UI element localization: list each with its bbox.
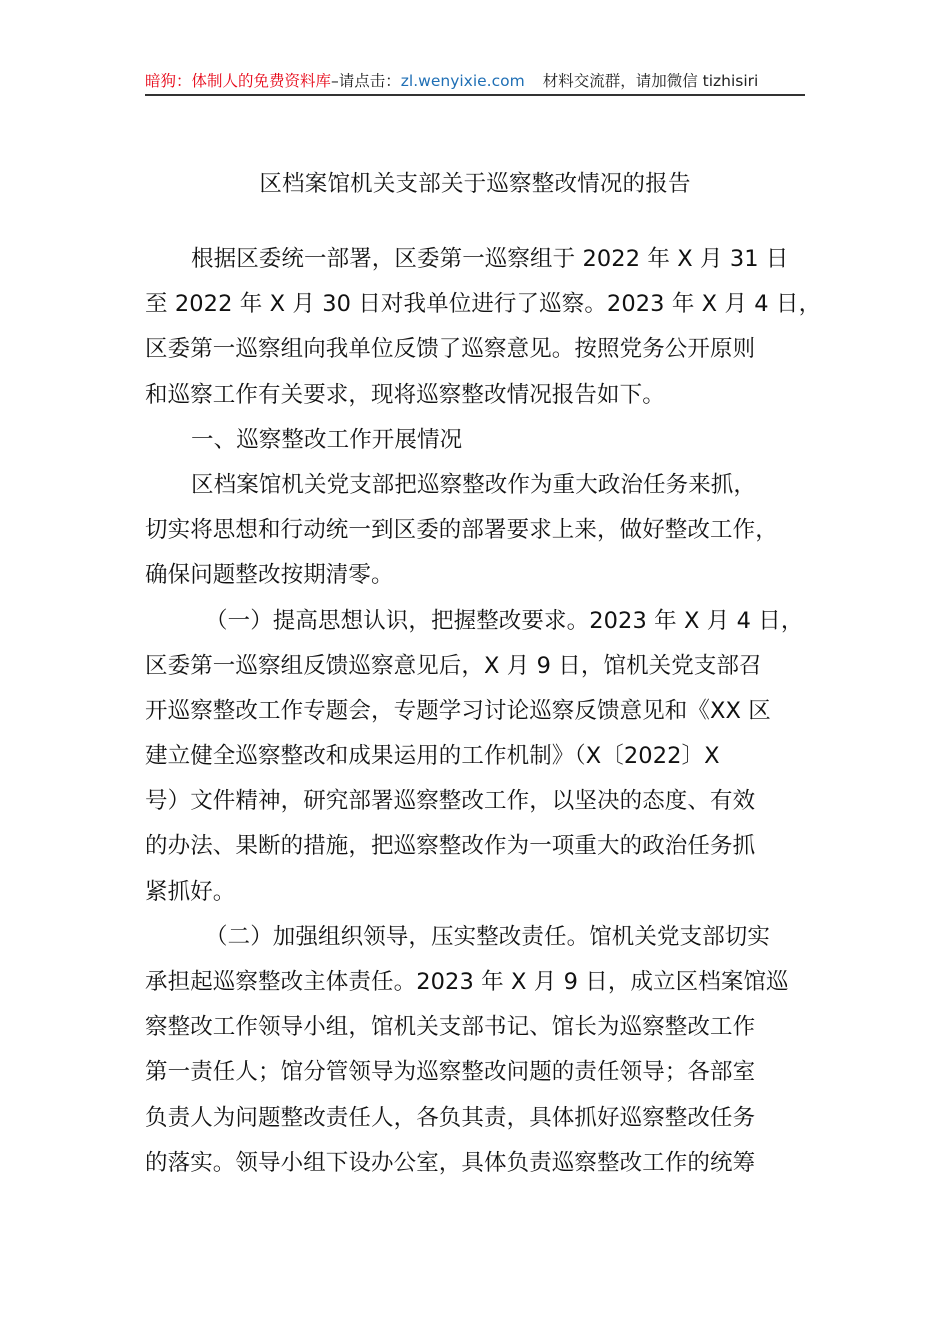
text-line: 紧抓好。 [145,878,236,905]
section-heading: 一、巡察整改工作开展情况 [191,426,463,453]
header-link[interactable]: zl.wenyixie.com [400,72,525,90]
document-title: 区档案馆机关支部关于巡察整改情况的报告 [259,171,691,197]
header-prompt: –请点击： [331,72,401,90]
header-brand: 暗狗：体制人的免费资料库 [145,72,332,90]
text-line: 开巡察整改工作专题会，专题学习讨论巡察反馈意见和《XX 区 [145,697,771,724]
watermark-header [145,66,805,96]
text-line: 区委第一巡察组向我单位反馈了巡察意见。按照党务公开原则 [145,336,756,363]
subsection-heading: （二）加强组织领导，压实整改责任。馆机关党支部切实 [205,923,771,950]
text-line: 的落实。领导小组下设办公室，具体负责巡察整改工作的统筹 [145,1149,756,1176]
text-line: 负责人为问题整改责任人，各负其责，具体抓好巡察整改任务 [145,1104,756,1131]
text-line: 承担起巡察整改主体责任。2023 年 X 月 9 日，成立区档案馆巡 [145,969,789,995]
text-line: 第一责任人；馆分管领导为巡察整改问题的责任领导；各部室 [145,1059,756,1086]
text-line: 号）文件精神，研究部署巡察整改工作，以坚决的态度、有效 [145,788,756,815]
text-line: 区档案馆机关党支部把巡察整改作为重大政治任务来抓， [191,471,757,498]
text-line: 的办法、果断的措施，把巡察整改作为一项重大的政治任务抓 [145,833,756,860]
text-line: 区委第一巡察组反馈巡察意见后，X 月 9 日，馆机关党支部召 [145,652,762,679]
text-line: 建立健全巡察整改和成果运用的工作机制》（X〔2022〕X [145,743,720,770]
header-contact: 材料交流群，请加微信 tizhisiri [542,72,759,90]
subsection-heading: （一）提高思想认识，把握整改要求。2023 年 X 月 4 日， [205,607,804,634]
text-line: 和巡察工作有关要求，现将巡察整改情况报告如下。 [145,381,665,408]
header-divider [145,94,805,96]
text-line: 察整改工作领导小组，馆机关支部书记、馆长为巡察整改工作 [145,1014,756,1041]
text-line: 至 2022 年 X 月 30 日对我单位进行了巡察。2023 年 X 月 4 日， [145,291,822,318]
text-line: 确保问题整改按期清零。 [145,562,394,589]
document-body [145,237,825,1186]
text-line: 根据区委统一部署，区委第一巡察组于 2022 年 X 月 31 日 [191,246,789,272]
text-line: 切实将思想和行动统一到区委的部署要求上来，做好整改工作， [145,517,778,544]
